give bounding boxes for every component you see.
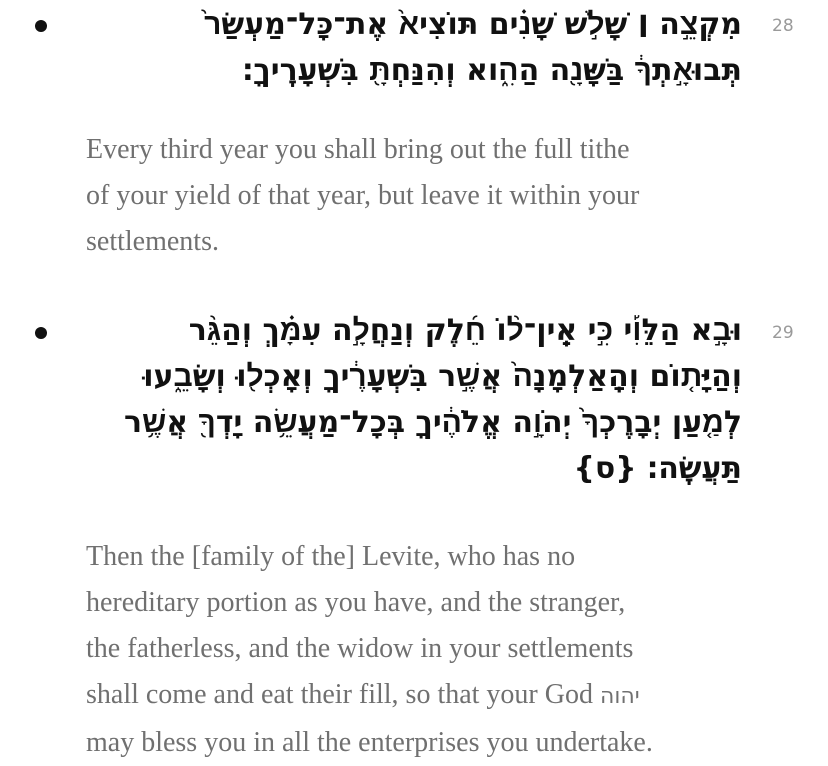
bullet-icon [35, 327, 47, 339]
translation-line: settlements. [86, 226, 219, 257]
hebrew-line: תַּעֲשֶֽׂה׃ {ס} [573, 451, 742, 486]
verse-number: 28 [772, 16, 794, 36]
translation-line [86, 672, 746, 720]
hebrew-line: וּבָ֣א הַלֵּוִ֡י כִּ֣י אֵֽין־ל֨וֹ חֵ֜לֶק וְנַחֲלָ֣ה עִמָּ֗ךְ וְהַגֵּ֨ר [188, 313, 742, 348]
translation-line: the fatherless, and the widow in your settlements [86, 633, 634, 664]
translation-line: hereditary portion as you have, and the stranger, [86, 587, 626, 618]
hebrew-line: לְמַ֤עַן יְבָרֶכְךָ֙ יְהֹוָ֣ה אֱלֹהֶ֔יךָ בְּכָל־מַעֲשֵׂ֥ה יָדְךָ֖ אֲשֶׁ֥ר [124, 405, 742, 440]
hebrew-text [102, 308, 742, 492]
hebrew-line: מִקְצֵ֣ה ׀ שָׁלֹ֣שׁ שָׁנִ֗ים תּוֹצִיא֙ אֶת־כָּל־מַעְשַׂר֙ [204, 7, 742, 42]
english-translation [86, 127, 746, 265]
divine-name: יהוה [599, 684, 640, 709]
hebrew-line: וְהַיָּת֤וֹם וְהָֽאַלְמָנָה֙ אֲשֶׁ֣ר בִּשְׁעָרֶ֔יךָ וְאָכְל֖וּ וְשָׂבֵ֑עוּ [143, 359, 742, 394]
hebrew-text [102, 2, 742, 94]
translation-line: of your yield of that year, but leave it within your [86, 180, 640, 211]
translation-line: Then the [family of the] Levite, who has no [86, 541, 576, 572]
translation-line: may bless you in all the enterprises you undertake. [86, 727, 653, 758]
english-translation [86, 534, 746, 766]
bullet-icon [35, 20, 47, 32]
translation-line: Every third year you shall bring out the full tithe [86, 134, 630, 165]
translation-text: shall come and eat their fill, so that your God [86, 679, 593, 710]
verse-number: 29 [772, 323, 794, 343]
hebrew-line: תְּבוּאָ֣תְךָ֔ בַּשָּׁנָ֖ה הַהִ֑וא וְהִנַּחְתָּ֖ בִּשְׁעָרֶֽיךָ׃ [242, 53, 742, 88]
